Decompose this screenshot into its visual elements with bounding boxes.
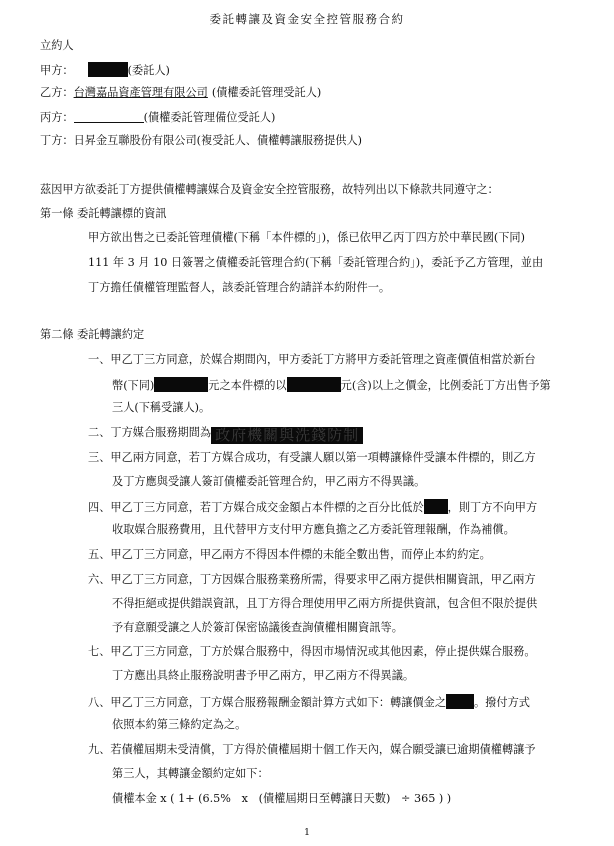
article-1-line-3: 丁方擔任債權管理監督人，該委託管理合約請詳本約附件一。 bbox=[88, 281, 391, 294]
clause-6-line-2: 不得拒絕或提供錯誤資訊，且丁方得合理使用甲乙兩方所提供資訊，包含但不限於提供 bbox=[112, 597, 538, 610]
clause-4-line-2: 收取媒合服務費用，且代替甲方支付甲方應負擔之乙方委託管理報酬，作為補償。 bbox=[112, 523, 515, 536]
party-b-role: (債權委託管理受託人) bbox=[211, 86, 322, 99]
party-c-blank bbox=[74, 110, 144, 123]
clause-9-formula: 債權本金 x ( 1+ (6.5% x (債權屆期日至轉讓日天數) ÷ 365 ) ) bbox=[112, 792, 452, 805]
clause-1-line-2 bbox=[112, 377, 551, 393]
clause-2-text: 二、丁方媒合服務期間為 bbox=[88, 426, 212, 439]
clause-3-line-1: 三、甲乙兩方同意，若丁方媒合成功，有受讓人願以第一項轉讓條件受讓本件標的，則乙方 bbox=[88, 451, 536, 464]
party-a-line bbox=[40, 62, 170, 78]
clause-8-redaction bbox=[446, 694, 474, 709]
article-2-heading: 第二條 委託轉讓約定 bbox=[40, 328, 145, 341]
clause-8-line-1 bbox=[88, 694, 530, 710]
clause-4-text-a: 四、甲乙丁三方同意，若丁方媒合成交金額占本件標的之百分比低於 bbox=[88, 501, 424, 514]
clause-1-line-3: 三人(下稱受讓人)。 bbox=[112, 401, 211, 414]
party-d-text: 日昇金互聯股份有限公司(複受託人、債權轉讓服務提供人) bbox=[73, 134, 362, 147]
party-b-name: 台灣嘉品資產管理有限公司 bbox=[73, 86, 208, 99]
clause-4-text-b: ，則丁方不向甲方 bbox=[447, 501, 538, 514]
clause-1-redaction-2 bbox=[287, 377, 341, 392]
clause-4-line-1 bbox=[88, 499, 537, 515]
party-c-line bbox=[40, 110, 275, 125]
clause-9-line-1: 九、若債權屆期未受清償，丁方得於債權屆期十個工作天內，媒合願受讓已逾期債權轉讓予 bbox=[88, 743, 536, 756]
clause-9-line-2: 第三人，其轉讓金額約定如下： bbox=[112, 767, 269, 780]
party-d-label: 丁方： bbox=[40, 134, 74, 147]
clause-1-text-b: 元之本件標的以 bbox=[208, 379, 287, 392]
party-b-line bbox=[40, 86, 321, 100]
article-1-heading: 第一條 委託轉讓標的資訊 bbox=[40, 207, 167, 220]
party-c-label: 丙方： bbox=[40, 111, 74, 124]
clause-2-line bbox=[88, 426, 363, 444]
party-a-redaction bbox=[88, 62, 128, 77]
clause-1-text-a: 幣(下同) bbox=[112, 379, 155, 392]
clause-1-text-c: 元(含)以上之價金，比例委託丁方出售予第 bbox=[340, 379, 551, 392]
clause-5-line: 五、甲乙丁三方同意，甲乙兩方不得因本件標的未能全數出售，而停止本約約定。 bbox=[88, 548, 491, 561]
page-number: 1 bbox=[303, 827, 311, 838]
clause-2-redacted-watermark: 政府機關與洗錢防制 bbox=[211, 427, 363, 444]
article-1-line-2: 111 年 3 月 10 日簽署之債權委託管理合約(下稱「委託管理合約」)，委託予乙方管理，並由 bbox=[88, 256, 544, 269]
clause-8-line-2: 依照本約第三條約定為之。 bbox=[112, 718, 247, 731]
document-title: 委託轉讓及資金安全控管服務合約 bbox=[209, 12, 405, 26]
article-1-line-1: 甲方欲出售之已委託管理債權(下稱「本件標的」)，係已依甲乙丙丁四方於中華民國(下同) bbox=[88, 231, 525, 244]
party-d-line bbox=[40, 134, 362, 148]
party-c-role: (債權委託管理備位受託人) bbox=[143, 111, 276, 124]
clause-1-redaction-1 bbox=[154, 377, 208, 392]
clause-6-line-1: 六、甲乙丁三方同意，丁方因媒合服務業務所需，得要求甲乙兩方提供相關資訊，甲乙兩方 bbox=[88, 573, 536, 586]
party-a-role: (委託人) bbox=[127, 64, 170, 77]
clause-3-line-2: 及丁方應與受讓人簽訂債權委託管理合約，甲乙兩方不得異議。 bbox=[112, 475, 426, 488]
party-a-label: 甲方： bbox=[40, 64, 74, 77]
intro-paragraph: 茲因甲方欲委託丁方提供債權轉讓媒合及資金安全控管服務，故特列出以下條款共同遵守之： bbox=[40, 183, 499, 196]
clause-8-text-b: 。撥付方式 bbox=[474, 696, 530, 709]
clause-1-line-1: 一、甲乙丁三方同意，於媒合期間內，甲方委託丁方將甲方委託管理之資產價值相當於新台 bbox=[88, 353, 536, 366]
parties-heading: 立約人 bbox=[40, 39, 74, 52]
clause-4-redaction bbox=[424, 499, 448, 514]
clause-7-line-1: 七、甲乙丁三方同意，丁方於媒合服務中，得因市場情況或其他因素，停止提供媒合服務。 bbox=[88, 645, 536, 658]
clause-7-line-2: 丁方應出具終止服務說明書予甲乙兩方，甲乙兩方不得異議。 bbox=[112, 669, 415, 682]
clause-8-text-a: 八、甲乙丁三方同意，丁方媒合服務報酬金額計算方式如下：轉讓價金之 bbox=[88, 696, 447, 709]
clause-6-line-3: 予有意願受讓之人於簽訂保密協議後查詢債權相關資訊等。 bbox=[112, 621, 403, 634]
party-b-label: 乙方： bbox=[40, 86, 74, 99]
